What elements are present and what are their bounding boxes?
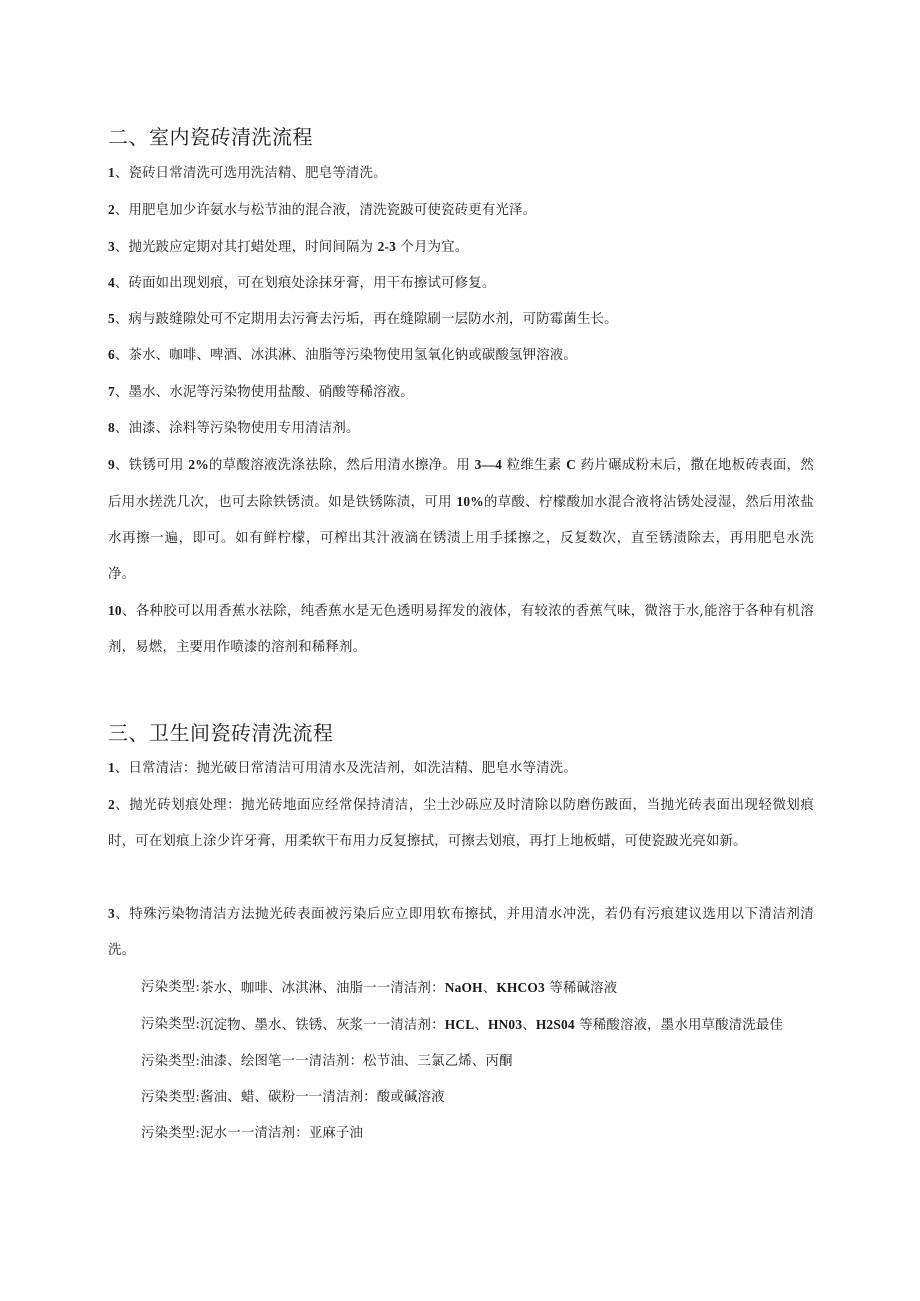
stain-row: 污染类型: 泥水一一清洁剂：亚麻子油 bbox=[141, 1116, 814, 1152]
stain-row: 污染类型: 酱油、蜡、碳粉一一清洁剂：酸或碱溶液 bbox=[141, 1080, 814, 1116]
s2-item-7: 7、墨水、水泥等污染物使用盐酸、硝酸等稀溶液。 bbox=[108, 384, 414, 400]
section2-heading: 二、室内瓷砖清洗流程 bbox=[108, 125, 313, 149]
stain-label: 污染类型: bbox=[141, 1054, 201, 1069]
s2-item-9: 9、铁锈可用 2%的草酸溶液洗涤祛除，然后用清水擦净。用 3—4 粒维生素 C 药片碾成粉末后，撒在地板砖表面，然后用水搓洗几次，也可去除铁锈渍。如是铁锈陈渍，可用 10%的草酸、柠檬酸加水混合液将沾锈处浸湿，然后用浓盐水再擦一遍，即可。如有鲜柠檬，可榨出其汁液滴在锈渍上用手揉擦之，反复数次，直至锈渍除去，再用肥皂水洗净。 bbox=[108, 457, 814, 582]
s2-item-1: 1、瓷砖日常清洗可选用洗洁精、肥皂等清洗。 bbox=[108, 165, 387, 181]
stain-label: 污染类型: bbox=[141, 980, 201, 995]
s3-item-2: 2、抛光砖划痕处理：抛光砖地面应经常保持清洁，尘土沙砾应及时清除以防磨伤跛面，当抛光砖表面出现轻微划痕时，可在划痕上涂少许牙膏，用柔软干布用力反复擦拭，可擦去划痕，再打上地板蜡，可使瓷跛光亮如新。 bbox=[108, 797, 814, 849]
s3-item-3: 3、特殊污染物清洁方法抛光砖表面被污染后应立即用软布擦拭，并用清水冲洗，若仍有污痕建议选用以下清洁剂清洗。 bbox=[108, 906, 814, 958]
stain-type-list bbox=[141, 970, 814, 1152]
stain-row: 污染类型: 油漆、绘图笔一一清洁剂：松节油、三氯乙烯、丙酮 bbox=[141, 1044, 814, 1080]
s3-item-1: 1、日常清洁：抛光破日常清洁可用清水及洗洁剂，如洗洁精、肥皂水等清洗。 bbox=[108, 760, 577, 776]
stain-label: 污染类型: bbox=[141, 1126, 201, 1141]
s2-item-5: 5、病与跛缝隙处可不定期用去污膏去污垢，再在缝隙刷一层防水剂，可防霉菌生长。 bbox=[108, 311, 618, 327]
s2-item-2: 2、用肥皂加少许氨水与松节油的混合液，清洗瓷跛可使瓷砖更有光泽。 bbox=[108, 202, 537, 218]
stain-label: 污染类型: bbox=[141, 1090, 201, 1105]
stain-row: 污染类型: 茶水、咖啡、冰淇淋、油脂一一清洁剂：NaOH、KHCO3 等稀碱溶液 bbox=[141, 970, 814, 1007]
stain-label: 污染类型: bbox=[141, 1017, 201, 1032]
s2-item-6: 6、茶水、咖啡、啤酒、冰淇淋、油脂等污染物使用氢氧化钠或碳酸氢钾溶液。 bbox=[108, 347, 577, 363]
section3-heading: 三、卫生间瓷砖清洗流程 bbox=[108, 721, 334, 745]
s2-item-4: 4、砖面如出现划痕，可在划痕处涂抹牙膏，用干布擦试可修复。 bbox=[108, 275, 496, 291]
stain-row: 污染类型: 沉淀物、墨水、铁锈、灰浆一一清洁剂：HCL、HN03、H2S04 等稀酸溶液，墨水用草酸清洗最佳 bbox=[141, 1007, 814, 1044]
s2-item-3: 3、抛光跛应定期对其打蜡处理，时间间隔为 2-3 个月为宜。 bbox=[108, 239, 469, 255]
s2-item-10: 10、各种胶可以用香蕉水祛除，纯香蕉水是无色透明易挥发的液体，有较浓的香蕉气味，微溶于水,能溶于各种有机溶剂，易燃，主要用作喷漆的溶剂和稀释剂。 bbox=[108, 603, 814, 655]
s2-item-8: 8、油漆、涂料等污染物使用专用清洁剂。 bbox=[108, 420, 360, 436]
